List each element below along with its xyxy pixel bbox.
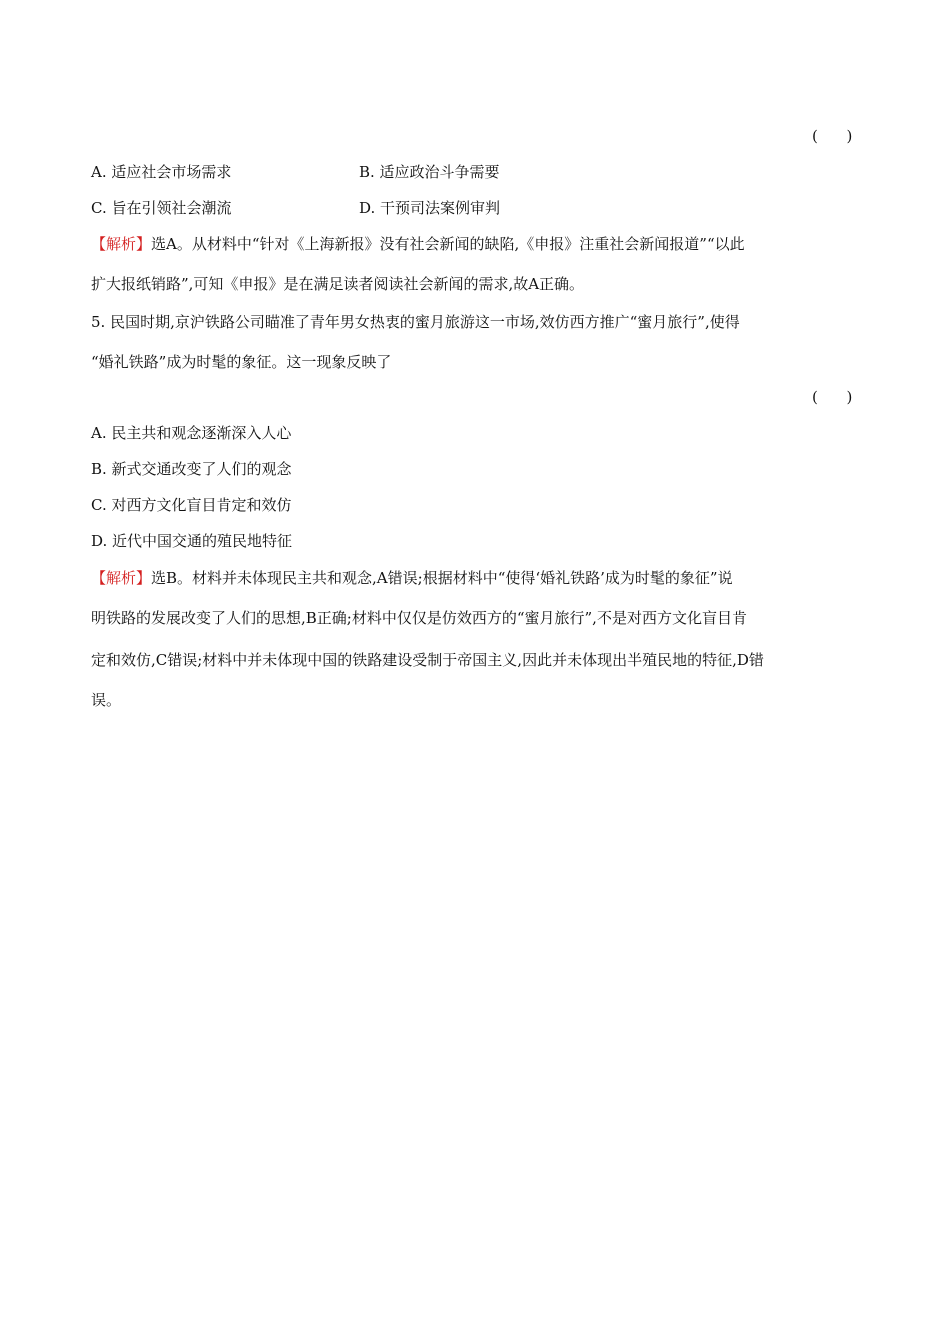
q5-analysis-text-1: 选B。材料并未体现民主共和观念,A错误;根据材料中“使得‘婚礼铁路’成为时髦的象征”说 — [151, 569, 733, 587]
q5-stem-line-1: 5. 民国时期,京沪铁路公司瞄准了青年男女热衷的蜜月旅游这一市场,效仿西方推广“蜜月旅行”,使得 — [91, 313, 740, 331]
analysis-tag: 【解析】 — [91, 235, 152, 253]
q5-analysis-line-4: 误。 — [91, 691, 122, 709]
q5-analysis-line-3: 定和效仿,C错误;材料中并未体现中国的铁路建设受制于帝国主义,因此并未体现出半殖民地的特征,D错 — [91, 651, 764, 669]
q5-stem-line-2: “婚礼铁路”成为时髦的象征。这一现象反映了 — [91, 353, 392, 371]
q5-analysis-line-1 — [91, 568, 733, 588]
q5-option-b: B. 新式交通改变了人们的观念 — [91, 460, 292, 478]
q5-answer-blank: ( ) — [812, 388, 853, 406]
q5-option-d: D. 近代中国交通的殖民地特征 — [91, 532, 293, 550]
q4-option-a: A. 适应社会市场需求 — [91, 163, 232, 181]
analysis-tag: 【解析】 — [91, 569, 152, 587]
q5-option-c: C. 对西方文化盲目肯定和效仿 — [91, 496, 292, 514]
q4-analysis-line-1 — [91, 234, 745, 254]
q5-analysis-line-2: 明铁路的发展改变了人们的思想,B正确;材料中仅仅是仿效西方的“蜜月旅行”,不是对西方文化盲目肯 — [91, 609, 747, 627]
q4-option-b: B. 适应政治斗争需要 — [359, 163, 500, 181]
q5-option-a: A. 民主共和观念逐渐深入人心 — [91, 424, 292, 442]
q4-analysis-line-2: 扩大报纸销路”,可知《申报》是在满足读者阅读社会新闻的需求,故A正确。 — [91, 275, 585, 293]
q4-analysis-text-1: 选A。从材料中“针对《上海新报》没有社会新闻的缺陷,《申报》注重社会新闻报道”“以此 — [151, 235, 745, 253]
q4-option-c: C. 旨在引领社会潮流 — [91, 199, 232, 217]
q4-option-d: D. 干预司法案例审判 — [359, 199, 501, 217]
q4-answer-blank: ( ) — [812, 127, 853, 145]
